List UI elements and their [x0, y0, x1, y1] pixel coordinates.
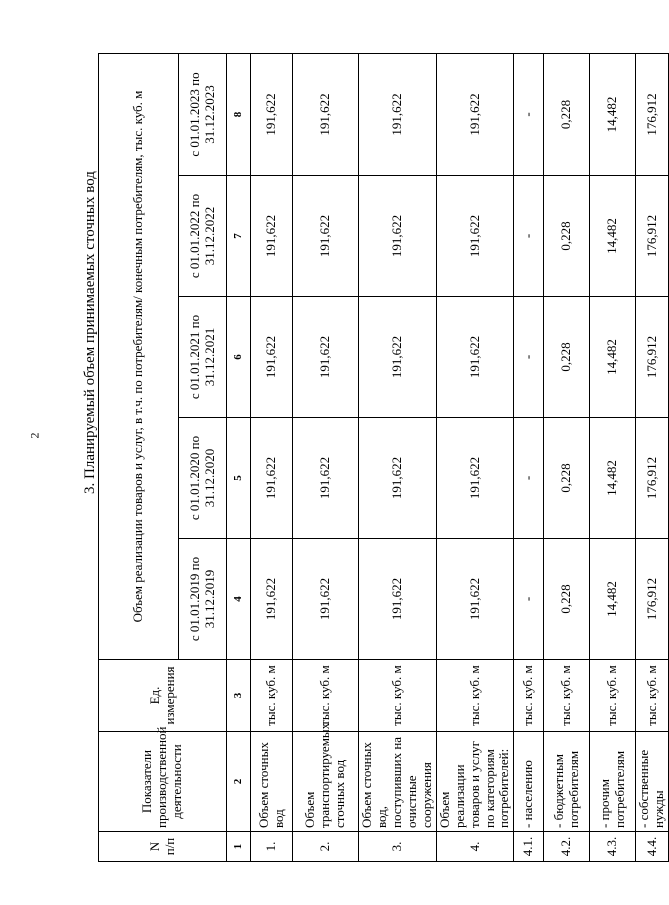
- row-value: 0,228: [544, 176, 590, 297]
- row-unit: тыс. куб. м: [514, 660, 544, 732]
- header-row: [99, 54, 179, 862]
- row-indicator: Объем сточных вод, поступивших на очистные сооружения: [359, 732, 437, 832]
- row-value: 176,912: [636, 539, 669, 660]
- row-indicator: - бюджетным потребителям: [544, 732, 590, 832]
- header-volume: Объем реализации товаров и услуг, в т.ч. по потребителям/ конечным потребителям, тыс. куб. м: [99, 54, 179, 660]
- row-value: 176,912: [636, 54, 669, 176]
- row-unit: тыс. куб. м: [359, 660, 437, 732]
- row-value: 14,482: [590, 539, 636, 660]
- table-row: [251, 54, 293, 862]
- row-value: 176,912: [636, 176, 669, 297]
- row-indicator: - прочим потребителям: [590, 732, 636, 832]
- column-number-row: [227, 54, 251, 862]
- wastewater-volume-table: [98, 53, 669, 862]
- row-value: -: [514, 176, 544, 297]
- row-value: 191,622: [251, 539, 293, 660]
- row-value: -: [514, 418, 544, 539]
- column-number: 4: [227, 539, 251, 660]
- row-value: 191,622: [359, 539, 437, 660]
- row-value: 191,622: [436, 176, 514, 297]
- page-number: 2: [27, 432, 42, 439]
- header-period: с 01.01.2021 по 31.12.2021: [179, 297, 227, 418]
- header-period: с 01.01.2023 по 31.12.2023: [179, 54, 227, 176]
- row-value: 176,912: [636, 297, 669, 418]
- row-unit: тыс. куб. м: [251, 660, 293, 732]
- row-unit: тыс. куб. м: [436, 660, 514, 732]
- row-value: -: [514, 297, 544, 418]
- row-value: 191,622: [251, 297, 293, 418]
- header-period: с 01.01.2020 по 31.12.2020: [179, 418, 227, 539]
- row-indicator: Объем сточных вод: [251, 732, 293, 832]
- row-value: 0,228: [544, 418, 590, 539]
- row-value: 191,622: [359, 297, 437, 418]
- row-value: 14,482: [590, 176, 636, 297]
- column-number: 8: [227, 54, 251, 176]
- row-indicator: Объем транспортируемых сточных вод: [293, 732, 359, 832]
- header-indicator: Показатели производственной деятельности: [99, 732, 227, 832]
- row-unit: тыс. куб. м: [293, 660, 359, 732]
- row-indicator: - населению: [514, 732, 544, 832]
- row-unit: тыс. куб. м: [544, 660, 590, 732]
- row-value: 191,622: [251, 54, 293, 176]
- table-row: [544, 54, 590, 862]
- row-unit: тыс. куб. м: [636, 660, 669, 732]
- row-value: 0,228: [544, 539, 590, 660]
- row-value: 191,622: [359, 176, 437, 297]
- rotated-table-wrapper: [98, 54, 667, 862]
- row-value: 191,622: [293, 297, 359, 418]
- table-row: [293, 54, 359, 862]
- row-value: 0,228: [544, 54, 590, 176]
- row-value: 191,622: [251, 176, 293, 297]
- table-row: [359, 54, 437, 862]
- row-value: -: [514, 539, 544, 660]
- table-row: [590, 54, 636, 862]
- table-row: [636, 54, 669, 862]
- row-number: 4.4.: [636, 832, 669, 862]
- column-number: 2: [227, 732, 251, 832]
- row-number: 1.: [251, 832, 293, 862]
- row-number: 2.: [293, 832, 359, 862]
- row-number: 4.3.: [590, 832, 636, 862]
- table-row: [514, 54, 544, 862]
- header-num: N п/п: [99, 832, 227, 862]
- header-unit: Ед. измерения: [99, 660, 227, 732]
- row-value: 191,622: [293, 176, 359, 297]
- row-value: 191,622: [293, 54, 359, 176]
- table-row: [436, 54, 514, 862]
- row-value: 191,622: [436, 418, 514, 539]
- row-value: 0,228: [544, 297, 590, 418]
- column-number: 3: [227, 660, 251, 732]
- row-unit: тыс. куб. м: [590, 660, 636, 732]
- header-period: с 01.01.2019 по 31.12.2019: [179, 539, 227, 660]
- row-value: 14,482: [590, 297, 636, 418]
- row-number: 4.2.: [544, 832, 590, 862]
- column-number: 5: [227, 418, 251, 539]
- row-number: 4.: [436, 832, 514, 862]
- column-number: 7: [227, 176, 251, 297]
- row-value: 176,912: [636, 418, 669, 539]
- header-period: с 01.01.2022 по 31.12.2022: [179, 176, 227, 297]
- row-value: 14,482: [590, 54, 636, 176]
- row-value: 191,622: [293, 418, 359, 539]
- row-value: 191,622: [359, 418, 437, 539]
- row-value: -: [514, 54, 544, 176]
- row-value: 14,482: [590, 418, 636, 539]
- row-value: 191,622: [436, 539, 514, 660]
- row-indicator: Объем реализации товаров и услуг по категориям потребителей:: [436, 732, 514, 832]
- column-number: 6: [227, 297, 251, 418]
- row-value: 191,622: [251, 418, 293, 539]
- row-value: 191,622: [436, 297, 514, 418]
- row-value: 191,622: [293, 539, 359, 660]
- row-value: 191,622: [359, 54, 437, 176]
- row-value: 191,622: [436, 54, 514, 176]
- row-number: 3.: [359, 832, 437, 862]
- row-number: 4.1.: [514, 832, 544, 862]
- column-number: 1: [227, 832, 251, 862]
- row-indicator: - собственные нужды: [636, 732, 669, 832]
